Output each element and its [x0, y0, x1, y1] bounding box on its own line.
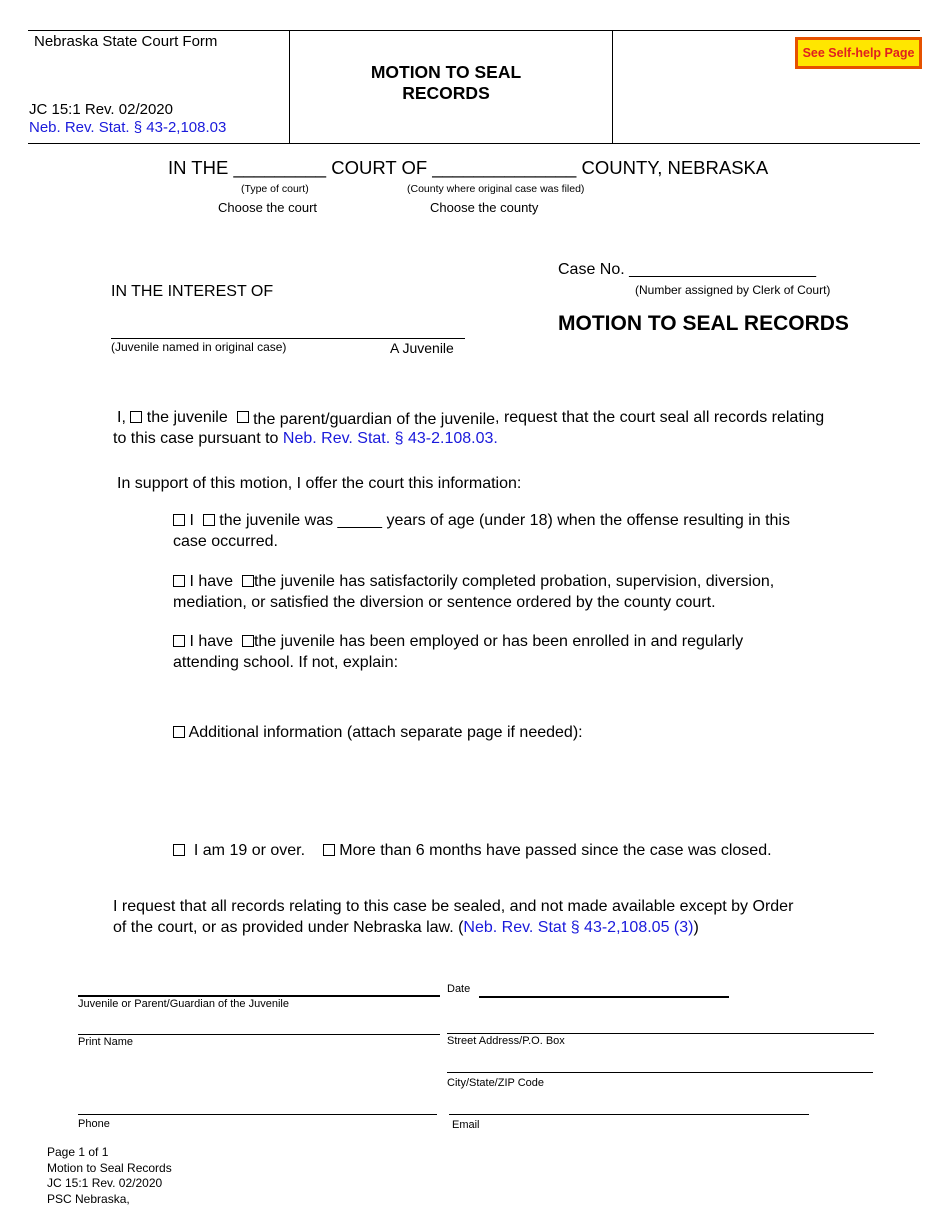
date-label: Date [447, 983, 471, 995]
case-number-label: Case No. [558, 261, 625, 278]
item-school-juvenile-checkbox[interactable] [242, 635, 254, 647]
motion-title: MOTION TO SEAL RECORDS [558, 312, 849, 335]
age-19-label: I am 19 or over. [193, 842, 306, 859]
phone-label: Phone [78, 1118, 110, 1130]
request-statute-link[interactable]: Neb. Rev. Stat. § 43-2.108.03. [282, 430, 498, 447]
parent-guardian-checkbox[interactable] [237, 411, 249, 423]
juvenile-name-field[interactable] [111, 338, 465, 339]
item-probation-line1: the juvenile has satisfactorily completed probation, supervision, diversion, [253, 573, 775, 590]
item-probation-line2: mediation, or satisfied the diversion or sentence ordered by the county court. [173, 594, 716, 611]
footer-form-number: JC 15:1 Rev. 02/2020 [47, 1176, 163, 1190]
date-field[interactable] [479, 996, 729, 998]
city-state-zip-label: City/State/ZIP Code [447, 1077, 545, 1089]
option-parent-label: the parent/guardian of the juvenile [253, 411, 496, 428]
a-juvenile-label: A Juvenile [390, 340, 454, 356]
form-title-line1: MOTION TO SEAL [370, 62, 522, 82]
header-top-rule [28, 30, 920, 31]
header-divider-right [612, 30, 613, 143]
item-age-line1: the juvenile was _____ years of age (under 18) when the offense resulting in this [219, 512, 790, 529]
form-title [290, 62, 602, 104]
closing-line2-suffix: ) [693, 919, 699, 936]
print-name-label: Print Name [78, 1036, 134, 1048]
header-statute-link[interactable]: Neb. Rev. Stat. § 43-2,108.03 [29, 119, 227, 136]
court-of-label: COURT OF [331, 157, 428, 178]
item-probation-juvenile-checkbox[interactable] [242, 575, 254, 587]
six-months-label: More than 6 months have passed since the case was closed. [339, 842, 772, 859]
case-number-line [558, 261, 816, 279]
in-the-label: IN THE [168, 157, 229, 178]
in-the-interest-of-label: IN THE INTEREST OF [111, 283, 274, 300]
phone-field[interactable] [78, 1114, 437, 1115]
footer-title: Motion to Seal Records [47, 1160, 172, 1175]
item-age-juvenile-checkbox[interactable] [203, 514, 215, 526]
juvenile-name-hint: (Juvenile named in original case) [111, 340, 287, 354]
support-item-school [173, 631, 833, 673]
email-label: Email [452, 1119, 480, 1131]
case-number-field[interactable]: _____________________ [629, 261, 817, 278]
footer-publisher: PSC Nebraska, [47, 1191, 130, 1206]
additional-info-label: Additional information (attach separate page if needed): [188, 724, 583, 741]
court-caption-line [168, 157, 768, 179]
item-age-line2: case occurred. [173, 533, 278, 550]
header-bottom-rule [28, 143, 920, 144]
self-help-button[interactable]: See Self-help Page [795, 37, 922, 69]
additional-info-checkbox[interactable] [173, 726, 185, 738]
closing-paragraph [113, 896, 813, 938]
county-hint: (County where original case was filed) [407, 183, 585, 195]
option-juvenile-label: the juvenile [146, 409, 228, 426]
item-school-i-have-label: I have [189, 633, 234, 650]
support-item-probation [173, 571, 833, 613]
county-blank[interactable]: ______________ [432, 157, 577, 178]
case-number-hint: (Number assigned by Clerk of Court) [635, 283, 831, 297]
city-state-zip-field[interactable] [447, 1072, 873, 1073]
item-age-i-checkbox[interactable] [173, 514, 185, 526]
six-months-checkbox[interactable] [323, 844, 335, 856]
eligibility-row [173, 840, 772, 861]
signer-signature-field[interactable] [78, 995, 440, 997]
form-source: Nebraska State Court Form [34, 33, 218, 50]
request-text-part1: , request that the court seal all records relating [495, 409, 825, 426]
footer-page-number: Page 1 of 1 [47, 1145, 109, 1159]
item-school-line1: the juvenile has been employed or has been enrolled in and regularly [253, 633, 744, 650]
street-address-label: Street Address/P.O. Box [447, 1035, 565, 1047]
item-school-i-have-checkbox[interactable] [173, 635, 185, 647]
closing-statute-link[interactable]: Neb. Rev. Stat § 43-2,108.05 (3) [463, 919, 694, 936]
county-nebraska-label: COUNTY, NEBRASKA [581, 157, 769, 178]
closing-line2-prefix: of the court, or as provided under Nebraska law. ( [113, 919, 464, 936]
item-probation-i-have-label: I have [189, 573, 234, 590]
choose-county-select[interactable]: Choose the county [430, 200, 539, 215]
request-text-part2: to this case pursuant to [113, 430, 279, 447]
age-19-checkbox[interactable] [173, 844, 185, 856]
closing-line1: I request that all records relating to this case be sealed, and not made available except by Order [113, 898, 794, 915]
page-footer [47, 1145, 172, 1207]
support-item-age [173, 510, 833, 552]
request-paragraph [113, 407, 853, 449]
choose-court-select[interactable]: Choose the court [218, 200, 318, 215]
form-number: JC 15:1 Rev. 02/2020 [29, 101, 173, 118]
email-field[interactable] [449, 1114, 809, 1115]
form-title-line2: RECORDS [402, 83, 490, 103]
support-intro: In support of this motion, I offer the court this information: [117, 475, 522, 492]
court-type-blank[interactable]: _________ [233, 157, 327, 178]
street-address-field[interactable] [447, 1033, 874, 1034]
item-age-i-label: I [189, 512, 194, 529]
type-of-court-hint: (Type of court) [241, 183, 309, 195]
juvenile-checkbox[interactable] [130, 411, 142, 423]
signer-label: Juvenile or Parent/Guardian of the Juvenile [78, 998, 289, 1010]
print-name-field[interactable] [78, 1034, 440, 1035]
support-item-additional [173, 722, 583, 743]
request-i-label: I, [117, 409, 126, 426]
item-probation-i-have-checkbox[interactable] [173, 575, 185, 587]
item-school-line2: attending school. If not, explain: [173, 654, 399, 671]
